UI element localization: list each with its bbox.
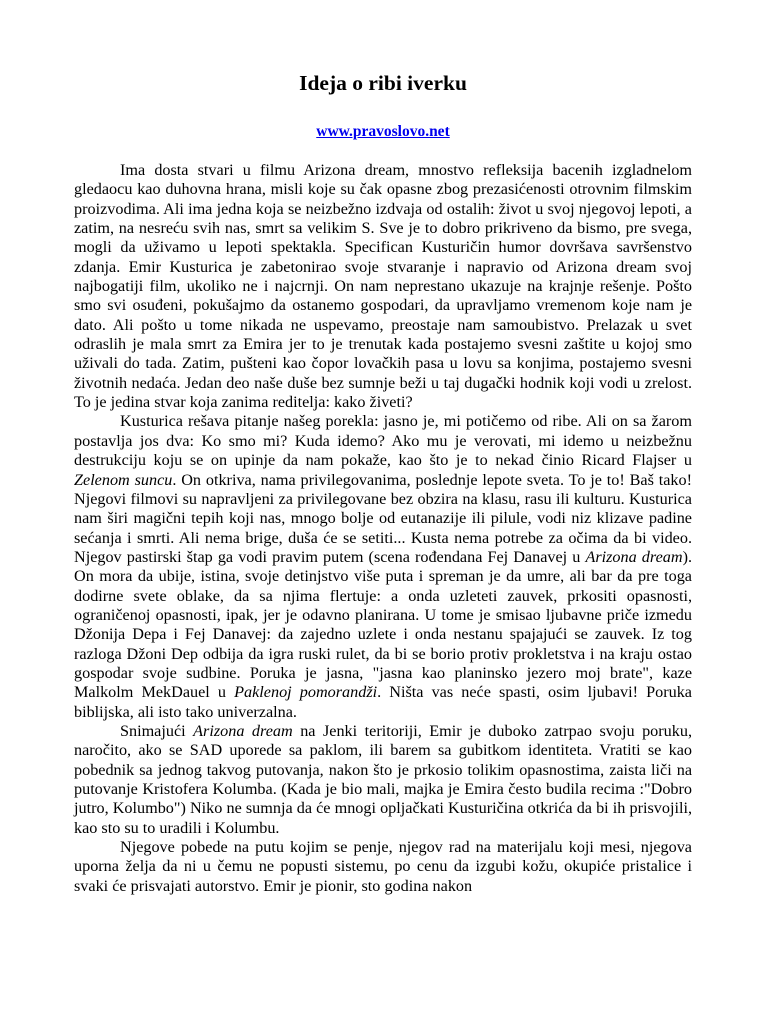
paragraph-2-text-a: Kusturica rešava pitanje našeg porekla: jasno je, mi potičemo od ribe. Ali on sa žarom postavlja jos dva: Ko smo mi? Kuda idemo? Ako mu je verovati, mi idemo u neizbežnu destrukciju koju se on upinje da nam pokaže, kao što je to nekad činio Ricard Flajser u <box>74 412 692 470</box>
paragraph-3-text-a: Snimajući <box>120 721 194 740</box>
paragraph-1: Ima dosta stvari u filmu Arizona dream, mnostvo refleksija bacenih izgladnelom gledaocu kao duhovna hrana, misli koje su čak opasne zbog prezasićenosti otrovnim filmskim proizvodima. Ali ima jedna koja se neizbežno izdvaja od ostalih: život u svoj njegovoj lepoti, a zatim, na nesreću svih nas, smrt sa velikim S. Sve je to dobro prikriveno da bismo, pre svega, mogli da uživamo u lepoti spektakla. Specifican Kusturičin humor dovršava savršenstvo zdanja. Emir Kusturica je zabetonirao svoje stvaranje i napravio od Arizona dream svoj najbogatiji film, ukoliko ne i najcrnji. On nam neprestano ukazuje na krajnje rešenje. Pošto smo svi osuđeni, pokušajmo da ostanemo gospodari, da upravljamo vremenom koje nam je dato. Ali pošto u tome nikada ne uspevamo, preostaje nam samoubistvo. Prelazak u svet odraslih je mala smrt za Emira jer to je trenutak kada postajemo svesni zaštite u kojoj smo uživali do tada. Zatim, pušteni kao čopor lovačkih pasa u lovu sa konjima, postajemo svesni životnih nedaća. Jedan deo naše duše bez sumnje beži u taj dugački hodnik koji vodi u zrelost. To je jedina stvar koja zanima reditelja: kako živeti? <box>74 161 692 412</box>
source-link-wrap <box>74 120 692 144</box>
document-page <box>74 68 692 896</box>
paragraph-4: Njegove pobede na putu kojim se penje, njegov rad na materijalu koji mesi, njegova uporna želja da ni u čemu ne popusti sistemu, po cenu da izgubi kožu, okupiće pristalice i svaki će prisvajati autorstvo. Emir je pionir, sto godina nakon <box>74 838 692 895</box>
film-title-paklenoj-pomorandzi: Paklenoj pomorandži <box>234 683 378 702</box>
film-title-arizona-dream: Arizona dream <box>193 721 293 740</box>
film-title-zelenom-suncu: Zelenom suncu <box>74 470 173 489</box>
paragraph-2-text-d: . Ništa vas neće spasti, osim ljubavi! Poruka biblijska, ali isto tako univerzalna. <box>74 683 692 721</box>
paragraph-3 <box>74 722 692 838</box>
film-title-arizona-dream: Arizona dream <box>585 547 683 566</box>
document-title: Ideja o ribi iverku <box>299 71 467 95</box>
paragraph-3-text-b: na Jenki teritoriji, Emir je duboko zatrpao svoju poruku, naročito, ako se SAD uporede sa paklom, ili barem sa gubitkom identiteta. Vratiti se kao pobednik sa jednog takvog putovanja, nakon što je prkosio tolikim opasnostima, zaista liči na putovanje Kristofera Kolumba. (Kada je bio mali, majka je Emira često budila recima :"Dobro jutro, Kolumbo") Niko ne sumnja da će mnogi opljačkati Kusturičina otkrića da bi ih prisvojili, kao sto su to uradili i Kolumbu. <box>74 721 692 837</box>
paragraph-2 <box>74 412 692 722</box>
source-link[interactable]: www.pravoslovo.net <box>316 123 450 140</box>
paragraph-2-text-b: . On otkriva, nama privilegovanima, poslednje lepote sveta. To je to! Baš tako! Njegovi filmovi su napravljeni za privilegovane bez obzira na klasu, rasu ili kulturu. Kusturica nam širi magični tepih koji nas, mnogo bolje od eutanazije ili pilule, vodi niz klizave padine sećanja i smrti. Ali nema brige, duša će se setiti... Kusta nema potrebe za očima da bi video. Njegov pastirski štap ga vodi pravim putem (scena rođendana Fej Danavej u <box>74 470 692 566</box>
paragraph-2-text-c: ). On mora da ubije, istina, svoje detinjstvo više puta i spreman je da umre, ali bar da pre toga dodirne svete oblake, da sa njima flertuje: a onda uzleteti zauvek, prkositi opasnosti, ograničenoj opasnosti, ipak, jer je odavno planirana. U tome je smisao ljubavne priče izmedu Džonija Depa i Fej Danavej: da zajedno uzlete i onda nestanu spajajući se zauvek. Iz tog razloga Džoni Dep odbija da igra ruski rulet, da bi se borio protiv prokletstva i na kraju ostao gospodar svoje sudbine. Poruka je jasna, "jasna kao planinsko jezero moj brate", kaze Malkolm MekDauel u <box>74 547 692 702</box>
